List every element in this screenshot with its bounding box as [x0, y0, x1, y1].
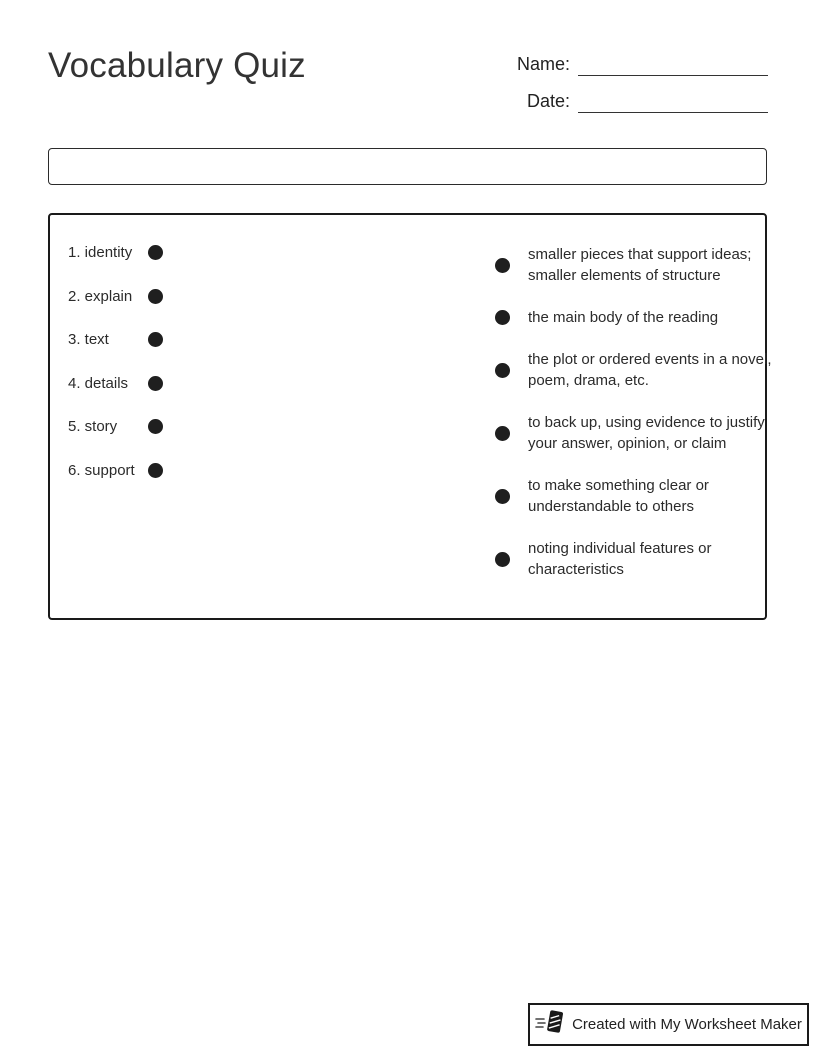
flying-worksheet-icon	[535, 1006, 565, 1043]
match-dot-word[interactable]	[148, 332, 163, 347]
match-dot-word[interactable]	[148, 419, 163, 434]
match-dot-word[interactable]	[148, 376, 163, 391]
definition-text: smaller pieces that support ideas; smaller elements of structure	[528, 246, 752, 284]
definition-row	[495, 412, 791, 454]
word-row	[68, 329, 163, 350]
date-label: Date:	[526, 91, 570, 111]
definition-row	[495, 475, 791, 517]
match-dot-definition[interactable]	[495, 426, 510, 441]
match-dot-definition[interactable]	[495, 258, 510, 273]
word-label: 6. support	[68, 461, 135, 479]
badge-text: Created with My Worksheet Maker	[572, 1016, 802, 1033]
page-title: Vocabulary Quiz	[48, 46, 306, 85]
definition-row	[495, 307, 791, 328]
match-dot-definition[interactable]	[495, 489, 510, 504]
word-label: 5. story	[68, 418, 118, 435]
word-row	[68, 373, 163, 394]
match-dot-word[interactable]	[148, 463, 163, 478]
word-label: 1. identity	[68, 244, 133, 261]
name-field-row	[508, 52, 768, 76]
name-label: Name:	[516, 54, 570, 74]
instructions-box[interactable]	[48, 148, 767, 185]
definition-text: the main body of the reading	[528, 309, 719, 326]
definition-text: to make something clear or understandable to others	[528, 477, 709, 515]
word-label: 2. explain	[68, 287, 133, 305]
match-dot-definition[interactable]	[495, 552, 510, 567]
definition-row	[495, 538, 791, 580]
match-dot-definition[interactable]	[495, 310, 510, 325]
worksheet-maker-badge[interactable]	[528, 1003, 809, 1046]
matching-quiz-box	[48, 213, 772, 620]
match-dot-definition[interactable]	[495, 363, 510, 378]
definition-text: to back up, using evidence to justify your answer, opinion, or claim	[528, 414, 765, 452]
word-row	[68, 460, 163, 481]
definition-text: the plot or ordered events in a novel, poem, drama, etc.	[528, 351, 772, 389]
match-dot-word[interactable]	[148, 245, 163, 260]
name-blank-line[interactable]	[578, 52, 768, 76]
definition-text: noting individual features or characteristics	[528, 540, 712, 578]
word-row	[68, 416, 163, 437]
words-column	[68, 242, 163, 503]
date-blank-line[interactable]	[578, 89, 768, 113]
word-row	[68, 242, 163, 263]
definitions-column	[495, 244, 791, 601]
word-row	[68, 286, 163, 307]
word-label: 3. text	[68, 331, 109, 348]
date-field-row	[508, 89, 768, 113]
definition-row	[495, 244, 791, 286]
definition-row	[495, 349, 791, 391]
word-label: 4. details	[68, 374, 129, 392]
match-dot-word[interactable]	[148, 289, 163, 304]
